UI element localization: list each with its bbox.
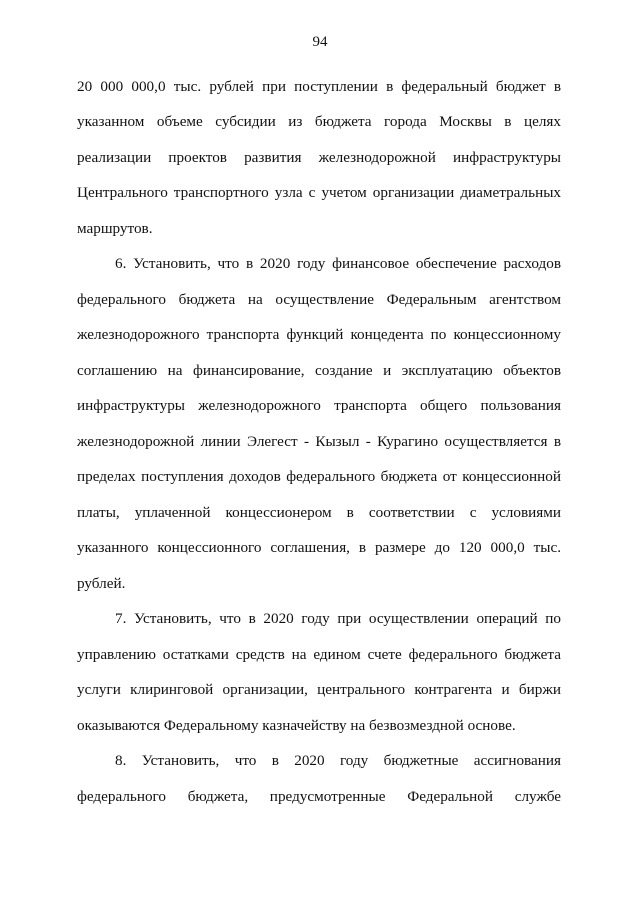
text-line: федерального бюджета, предусмотренные Федеральной службе <box>77 788 561 805</box>
text-line: платы, уплаченной концессионером в соответствии с условиями <box>77 504 561 521</box>
text-line: указанном объеме субсидии из бюджета города Москвы в целях <box>77 113 561 130</box>
text-line: соглашению на финансирование, создание и эксплуатацию объектов <box>77 362 561 379</box>
text-line: оказываются Федеральному казначейству на безвозмездной основе. <box>77 717 516 734</box>
text-line: 20 000 000,0 тыс. рублей при поступлении в федеральный бюджет в <box>77 78 561 95</box>
paragraph-start-line: 7. Установить, что в 2020 году при осуществлении операций по <box>115 610 561 627</box>
text-line: управлению остатками средств на едином счете федерального бюджета <box>77 646 561 663</box>
text-line: железнодорожной линии Элегест - Кызыл - Курагино осуществляется в <box>77 433 561 450</box>
text-line: железнодорожного транспорта функций концедента по концессионному <box>77 326 561 343</box>
paragraph-start-line: 8. Установить, что в 2020 году бюджетные ассигнования <box>115 752 561 769</box>
page-number: 94 <box>312 34 328 50</box>
text-line: пределах поступления доходов федерального бюджета от концессионной <box>77 468 561 485</box>
text-line: федерального бюджета на осуществление Федеральным агентством <box>77 291 561 308</box>
text-line: инфраструктуры железнодорожного транспорта общего пользования <box>77 397 561 414</box>
text-line: указанного концессионного соглашения, в размере до 120 000,0 тыс. <box>77 539 561 556</box>
text-line: Центрального транспортного узла с учетом организации диаметральных <box>77 184 561 201</box>
paragraph-start-line: 6. Установить, что в 2020 году финансовое обеспечение расходов <box>115 255 561 272</box>
text-line: реализации проектов развития железнодорожной инфраструктуры <box>77 149 561 166</box>
text-line: маршрутов. <box>77 220 153 237</box>
text-line: услуги клиринговой организации, центрального контрагента и биржи <box>77 681 561 698</box>
text-line: рублей. <box>77 575 126 592</box>
